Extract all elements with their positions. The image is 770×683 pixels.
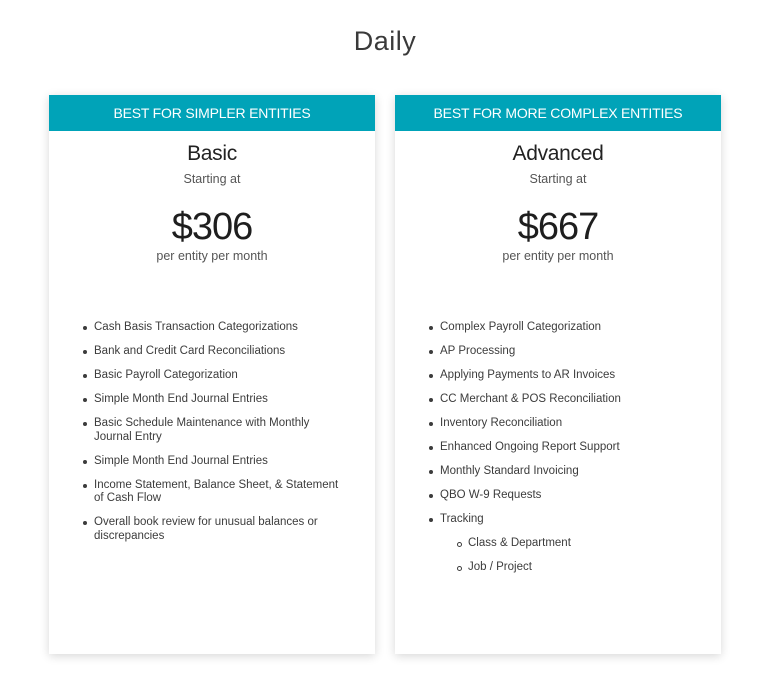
starting-at-label: Starting at bbox=[529, 172, 587, 186]
feature-item bbox=[94, 479, 345, 506]
feature-list-advanced bbox=[395, 321, 721, 585]
sub-feature-text: Class & Department bbox=[468, 537, 571, 549]
feature-item bbox=[94, 345, 345, 359]
plan-price-basic: $306 bbox=[171, 206, 253, 248]
starting-at-label: Starting at bbox=[183, 172, 241, 186]
feature-item bbox=[440, 489, 691, 503]
bullet-icon bbox=[83, 521, 87, 525]
bullet-icon bbox=[83, 460, 87, 464]
feature-item bbox=[440, 417, 691, 431]
feature-text: Basic Payroll Categorization bbox=[94, 369, 238, 381]
feature-item bbox=[440, 369, 691, 383]
feature-item-tracking bbox=[440, 513, 691, 575]
bullet-icon bbox=[83, 398, 87, 402]
feature-item bbox=[94, 393, 345, 407]
feature-text: Enhanced Ongoing Report Support bbox=[440, 441, 620, 453]
bullet-icon bbox=[429, 470, 433, 474]
feature-text: CC Merchant & POS Reconciliation bbox=[440, 393, 621, 405]
bullet-icon bbox=[429, 326, 433, 330]
price-unit-label: per entity per month bbox=[156, 249, 268, 263]
hollow-bullet-icon bbox=[457, 542, 462, 547]
bullet-icon bbox=[429, 422, 433, 426]
hollow-bullet-icon bbox=[457, 566, 462, 571]
feature-item bbox=[94, 455, 345, 469]
bullet-icon bbox=[429, 494, 433, 498]
feature-item bbox=[94, 417, 345, 444]
feature-item bbox=[94, 516, 345, 543]
sub-feature-text: Job / Project bbox=[468, 561, 532, 573]
sub-feature-item bbox=[468, 561, 691, 575]
bullet-icon bbox=[429, 518, 433, 522]
feature-text: Monthly Standard Invoicing bbox=[440, 465, 579, 477]
bullet-icon bbox=[83, 422, 87, 426]
bullet-icon bbox=[83, 484, 87, 488]
feature-text: Tracking bbox=[440, 513, 484, 525]
feature-item bbox=[440, 465, 691, 479]
feature-item bbox=[440, 393, 691, 407]
feature-list-basic bbox=[49, 321, 375, 554]
feature-text: Inventory Reconciliation bbox=[440, 417, 563, 429]
bullet-icon bbox=[83, 350, 87, 354]
bullet-icon bbox=[429, 398, 433, 402]
bullet-icon bbox=[83, 326, 87, 330]
bullet-icon bbox=[83, 374, 87, 378]
feature-item bbox=[94, 321, 345, 335]
feature-text: AP Processing bbox=[440, 345, 516, 357]
feature-item bbox=[440, 321, 691, 335]
plan-card-basic bbox=[49, 95, 375, 654]
bullet-icon bbox=[429, 374, 433, 378]
feature-text: Cash Basis Transaction Categorizations bbox=[94, 321, 298, 333]
sub-feature-item bbox=[468, 537, 691, 551]
bullet-icon bbox=[429, 350, 433, 354]
feature-text: Complex Payroll Categorization bbox=[440, 321, 602, 333]
plan-card-advanced bbox=[395, 95, 721, 654]
feature-text: Income Statement, Balance Sheet, & Statement of Cash Flow bbox=[94, 478, 339, 504]
feature-item bbox=[94, 369, 345, 383]
bullet-icon bbox=[429, 446, 433, 450]
plan-price-advanced: $667 bbox=[517, 206, 599, 248]
plan-header-advanced: BEST FOR MORE COMPLEX ENTITIES bbox=[395, 95, 721, 131]
feature-text: Overall book review for unusual balances or discrepancies bbox=[94, 516, 318, 542]
feature-text: Simple Month End Journal Entries bbox=[94, 454, 268, 467]
plan-name-basic: Basic bbox=[187, 142, 237, 165]
plan-name-advanced: Advanced bbox=[512, 142, 604, 165]
feature-text: Applying Payments to AR Invoices bbox=[440, 369, 616, 381]
feature-item bbox=[440, 441, 691, 455]
feature-text: Simple Month End Journal Entries bbox=[94, 393, 268, 405]
price-unit-label: per entity per month bbox=[502, 249, 614, 263]
feature-item bbox=[440, 345, 691, 359]
feature-text: QBO W-9 Requests bbox=[440, 489, 542, 501]
tracking-sublist bbox=[440, 537, 691, 575]
feature-text: Bank and Credit Card Reconciliations bbox=[94, 345, 286, 357]
page-title: Daily bbox=[353, 26, 417, 56]
plan-header-basic: BEST FOR SIMPLER ENTITIES bbox=[49, 95, 375, 131]
feature-text: Basic Schedule Maintenance with Monthly Journal Entry bbox=[94, 417, 310, 443]
